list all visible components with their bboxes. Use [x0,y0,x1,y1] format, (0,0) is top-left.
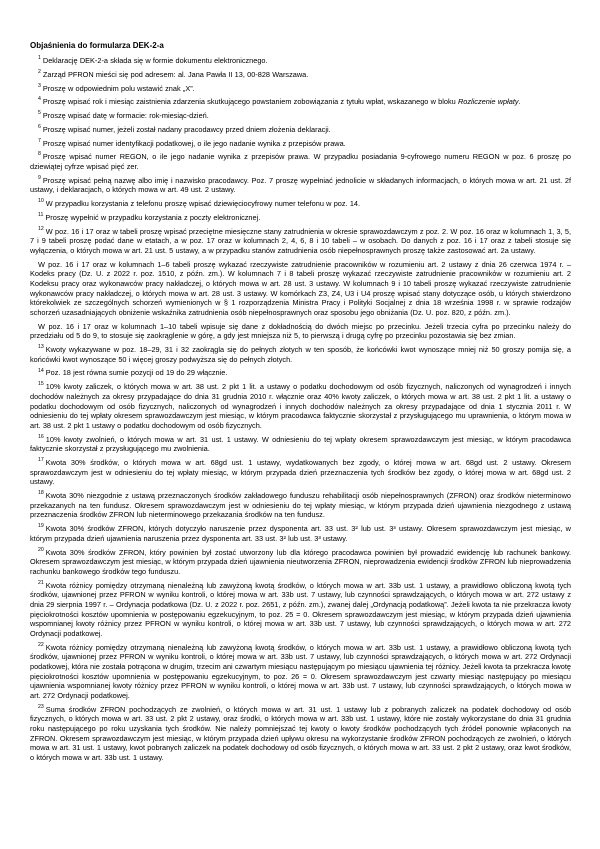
footnote-text: Proszę wpisać numer REGON, o ile jego nadanie wynika z przepisów prawa. W przypadku posiadania 9-cyfrowego numeru REGON w poz. 6 proszę po dziewiątej cyfrze wpisać pięć zer. [30,152,571,171]
footnote-marker: 9 [38,174,41,181]
footnote-marker: 6 [38,123,41,130]
footnote-text: W poz. 16 i 17 oraz w tabeli proszę wpisać przeciętne miesięczne stany zatrudnienia w okresie sprawozdawczym z poz. 2. W poz. 16 oraz w kolumnach 1, 3, 5, 7 i 9 tabeli proszę podać dane w etatach, a w poz. 17 oraz w kolumnach 2, 4, 6, 8 i 10 tabeli – w osobach. Do danych z poz. 16 i 17 oraz z tabeli stosuje się wyłączenia, o których mowa w art. 21 ust. 5 ustawy, a w przypadku stanów zatrudnienia osób niepełnosprawnych proszę także zastosować art. 2a ustawy. [30,226,571,255]
footnote-10 [30,199,571,209]
footnote-marker: 22 [38,641,44,648]
footnote-text: Proszę wpisać pełną nazwę albo imię i nazwisko pracodawcy. Poz. 7 proszę wypełniać jednolicie w składanych informacjach, o których mowa w art. 21 ust. 2f ustawy, i deklaracjach, o których mowa w art. 49 ust. 2 ustawy. [30,175,571,195]
footnote-text: Poz. 18 jest równa sumie pozycji od 19 do 29 włącznie. [45,368,228,378]
footnote-text: W poz. 16 i 17 oraz w kolumnach 1–10 tabeli wpisuje się dane z dokładnością do dwóch miejsc po przecinku. Jeżeli trzecia cyfra po przecinku należy do przedziału od 5 do 9, to stosuje się zaokrąglenie w górę, a gdy jest mniejsza niż 5, to pierwszą i drugą cyfrę po przecinku pozostawia się bez zmian. [30,321,571,341]
footnote-text: Proszę wpisać numer identyfikacji podatkowej, o ile jego nadanie wynika z przepisów prawa. [42,138,346,148]
footnote-marker: 4 [38,96,41,103]
footnote-8 [30,152,571,171]
footnote-text: . [518,97,521,107]
footnote-marker: 11 [38,211,44,218]
footnote-text: Deklarację DEK-2-a składa się w formie dokumentu elektronicznego. [42,56,268,65]
footnote-23 [30,705,571,763]
footnote-text: 10% kwoty zwolnień, o których mowa w art. 31 ust. 1 ustawy. W odniesieniu do tej wpłaty okresem sprawozdawczym jest miesiąc, w którym pracodawca faktycznie skorzystał z przysługującego mu zwolnienia. [30,434,571,454]
footnote-text: Proszę wpisać rok i miesiąc zaistnienia zdarzenia skutkującego powstaniem zobowiązania z tytułu wpłat, wskazanego w bloku [42,97,458,107]
footnote-marker: 7 [38,137,41,144]
page-title: Objaśnienia do formularza DEK-2-a [30,41,164,50]
footnote-20 [30,548,571,577]
footnote-marker: 12 [38,225,44,232]
footnote-text: Kwota 30% środków, o których mowa w art. 68gd ust. 1 ustawy, wydatkowanych bez zgody, o której mowa w art. 68gd ust. 2 ustawy. Okresem sprawozdawczym jest w odniesieniu do tej wpłaty miesiąc, w którym przypada dzień przeznaczenia tych środków bez zgody, o której mowa w art. 68gd ust. 2 ustawy. [30,458,571,487]
footnote-14 [30,368,571,378]
footnote-marker: 16 [38,433,44,440]
footnote-text: Proszę wpisać numer, jeżeli został nadany pracodawcy przed dniem złożenia deklaracji. [42,124,331,134]
footnote-18 [30,491,571,520]
footnote-marker: 3 [38,82,41,89]
footnote-7 [30,139,571,149]
footnote-marker: 21 [38,579,44,586]
footnote-marker: 14 [38,367,44,374]
footnote-text: Proszę w odpowiednim polu wstawić znak „X”. [42,83,195,93]
footnote-text: W poz. 16 i 17 oraz w kolumnach 1–6 tabeli proszę wykazać rzeczywiste zatrudnienie pracowników w rozumieniu art. 2 ustawy z dnia 26 czerwca 1974 r. – Kodeks pracy (Dz. U. z 2022 r. poz. 1510, z późn. zm.). W kolumnach 7 i 8 tabeli proszę wykazać rzeczywiste zatrudnienie pracowników w rozumieniu art. 2 Kodeksu pracy oraz wykonawców pracy nakładczej, o których mowa w art. 28 ust. 3 ustawy. W kolumnach 9 i 10 tabeli proszę wykazać rzeczywiste zatrudnienie wykonawców pracy nakładczej, o których mowa w art. 28 ust. 3 ustawy. W komórkach Z3, Z4, U3 i U4 proszę wpisać stany dotyczące osób, u których stwierdzono którekolwiek ze szczególnych schorzeń wymienionych w § 1 rozporządzenia Ministra Pracy i Polityki Socjalnej z dnia 18 września 1998 r. w sprawie rodzajów schorzeń uzasadniających obniżenie wskaźnika zatrudnienia osób niepełnosprawnych oraz sposobu jego obniżania (Dz. U. poz. 820, z późn. zm.). [30,259,571,317]
footnote-marker: 17 [38,457,44,464]
footnote-marker: 1 [38,55,41,62]
footnote-2 [30,70,571,80]
footnote-marker: 20 [38,546,44,553]
footnote-text: Kwota 30% niezgodnie z ustawą przeznaczonych środków zakładowego funduszu rehabilitacji osób niepełnosprawnych (ZFRON) oraz środków nieterminowo przekazanych na ten fundusz. Okresem sprawozdawczym jest w odniesieniu do tej wpłaty miesiąc, w którym przypada dzień ujawnienia niezgodnego z ustawą przeznaczenia środków ZFRON lub nieterminowego przekazania środków na ten fundusz. [30,491,571,520]
footnote-marker: 2 [38,68,41,75]
footnote-16 [30,435,571,454]
footnote-3 [30,84,571,94]
footnote-22 [30,643,571,701]
footnote-text: Kwota 30% środków ZFRON, których dotyczyło naruszenie przez dysponenta art. 33 ust. 3² lub ust. 3³ ustawy. Okresem sprawozdawczym jest miesiąc, w którym przypada dzień ujawnienia naruszenia przez dysponenta art. 33 ust. 3² lub ust. 3³ ustawy. [30,524,571,543]
footnote-19 [30,524,571,543]
footnote-12 [30,227,571,256]
footnote-12-continued-1 [30,260,571,318]
footnote-marker: 5 [38,110,41,117]
footnote-text: 10% kwoty zaliczek, o których mowa w art. 38 ust. 2 pkt 1 lit. a ustawy o podatku dochodowym od osób fizycznych, naliczonych od wynagrodzeń i innych dochodów należnych za okresy przypadające do dnia 31 grudnia 2010 r. włącznie oraz 40% kwoty zaliczek, o których mowa w art. 38 ust. 2 pkt 1 lit. a ustawy o podatku dochodowym od osób fizycznych, naliczonych od wynagrodzeń i innych dochodów należnych za okresy przypadające od dnia 1 stycznia 2011 r. W odniesieniu do tej wpłaty okresem sprawozdawczym jest miesiąc, w którym pracodawca faktycznie skorzystał z przysługującego mu uprawnienia, o którym mowa w art. 38 ust. 2 pkt 1 ustawy o podatku dochodowym od osób fizycznych. [30,382,571,430]
footnote-1 [30,56,571,66]
footnote-9 [30,176,571,195]
footnote-12-continued-2 [30,322,571,341]
footnote-text: W przypadku korzystania z telefonu proszę wpisać dziewięciocyfrowy numer telefonu w poz. 14. [45,199,361,209]
footnote-text: Kwoty wykazywane w poz. 18–29, 31 i 32 zaokrągla się do pełnych złotych w ten sposób, że końcówki kwot wynoszące mniej niż 50 groszy pomija się, a końcówki kwot wynoszące 50 i więcej groszy podwyższa się do pełnych złotych. [30,345,571,364]
footnote-15 [30,382,571,430]
footnote-13 [30,345,571,364]
footnote-text: Kwota różnicy pomiędzy otrzymaną nienależną lub zawyżoną kwotą środków, o których mowa w art. 33b ust. 1 ustawy, a prawidłowo obliczoną kwotą tych środków, ujawnionej przez PFRON w wyniku kontroli, o której mowa w art. 33b ust. 7 ustawy, lub czynności sprawdzających, o których mowa w art. 272 Ordynacji podatkowej, która nie została potrącona w drugim, trzecim ani czwartym miesiącu następującym po miesiącu ujawnienia tej różnicy. Jeżeli kwota ta przekracza kwotę pięciokrotności kosztów upomnienia w postępowaniu egzekucyjnym, to poz. 26 = 0. Okresem sprawozdawczym jest czwarty miesiąc następujący po miesiącu ujawnienia wspomnianej kwoty różnicy przez PFRON w wyniku kontroli, o której mowa w art. 33b ust. 7 ustawy, lub czynności sprawdzających, o których mowa w art. 272 Ordynacji podatkowej. [30,642,571,700]
footnote-text: Zarząd PFRON mieści się pod adresem: al. Jana Pawła II 13, 00-828 Warszawa. [42,69,309,79]
footnote-6 [30,125,571,135]
footnote-text-italic: Rozliczenie wpłaty [457,97,519,107]
footnote-marker: 15 [38,381,44,388]
footnote-marker: 10 [38,198,44,205]
footnote-text: Proszę wpisać datę w formacie: rok-miesiąc-dzień. [42,111,209,120]
footnote-5 [30,111,571,121]
footnote-text: Suma środków ZFRON pochodzących ze zwolnień, o których mowa w art. 31 ust. 1 ustawy lub z pobranych zaliczek na podatek dochodowy od osób fizycznych, o których mowa w art. 33 ust. 2 pkt 2 ustawy, oraz środki, o których mowa w art. 33b ust. 1 ustawy, które nie zostały wykorzystane do dnia 31 grudnia roku następującego po roku uzyskania tych środków. Nie należy pomniejszać tej kwoty o kwoty środków pochodzących tych źródeł ponownie wpłaconych na ZFRON. Okresem sprawozdawczym jest miesiąc, w którym przypada dzień upływu okresu na wykorzystanie środków ZFRON pochodzących ze zwolnień, o których mowa w art. 31 ust. 1 ustawy, kwot pobranych zaliczek na podatek dochodowy od osób fizycznych, o których mowa w art. 33 ust. 2 pkt 2 ustawy, oraz kwot środków, o których mowa w art. 33b ust. 1 ustawy. [30,704,571,762]
footnote-marker: 13 [38,344,44,351]
footnote-marker: 8 [38,151,41,158]
footnote-11 [30,213,571,223]
footnote-marker: 19 [38,523,44,530]
footnote-4 [30,97,571,107]
footnote-21 [30,581,571,639]
footnote-marker: 23 [38,703,44,710]
footnote-text: Proszę wypełnić w przypadku korzystania z poczty elektronicznej. [45,212,261,222]
footnote-text: Kwota różnicy pomiędzy otrzymaną nienależną lub zawyżoną kwotą środków, o których mowa w art. 33b ust. 1 ustawy, a prawidłowo obliczoną kwotą tych środków, ujawnionej przez PFRON w wyniku kontroli, o której mowa w art. 33b ust. 7 ustawy, lub czynności sprawdzających, o których mowa w art. 272 ustawy z dnia 29 sierpnia 1997 r. – Ordynacja podatkowa (Dz. U. z 2022 r. poz. 2651, z późn. zm.), zwanej dalej „Ordynacją podatkową”. Jeżeli kwota ta nie przekracza kwoty pięciokrotności kosztów upomnienia w postępowaniu egzekucyjnym, to poz. 25 = 0. Okresem sprawozdawczym jest miesiąc, w którym przypada dzień ujawnienia wspomnianej kwoty różnicy przez PFRON w wyniku kontroli, o której mowa w art. 33b ust. 7 ustawy, lub czynności sprawdzających, o których mowa w art. 272 Ordynacji podatkowej. [30,580,571,638]
footnote-marker: 18 [38,490,44,497]
footnote-text: Kwota 30% środków ZFRON, który powinien był zostać utworzony lub dla którego pracodawca powinien był prowadzić ewidencję lub rachunek bankowy. Okresem sprawozdawczym jest miesiąc, w którym przypada dzień ujawnienia nieutworzenia ZFRON, nieprowadzenia ewidencji środków ZFRON lub nieprowadzenia rachunku bankowego środków tego funduszu. [30,547,571,576]
footnote-17 [30,458,571,487]
